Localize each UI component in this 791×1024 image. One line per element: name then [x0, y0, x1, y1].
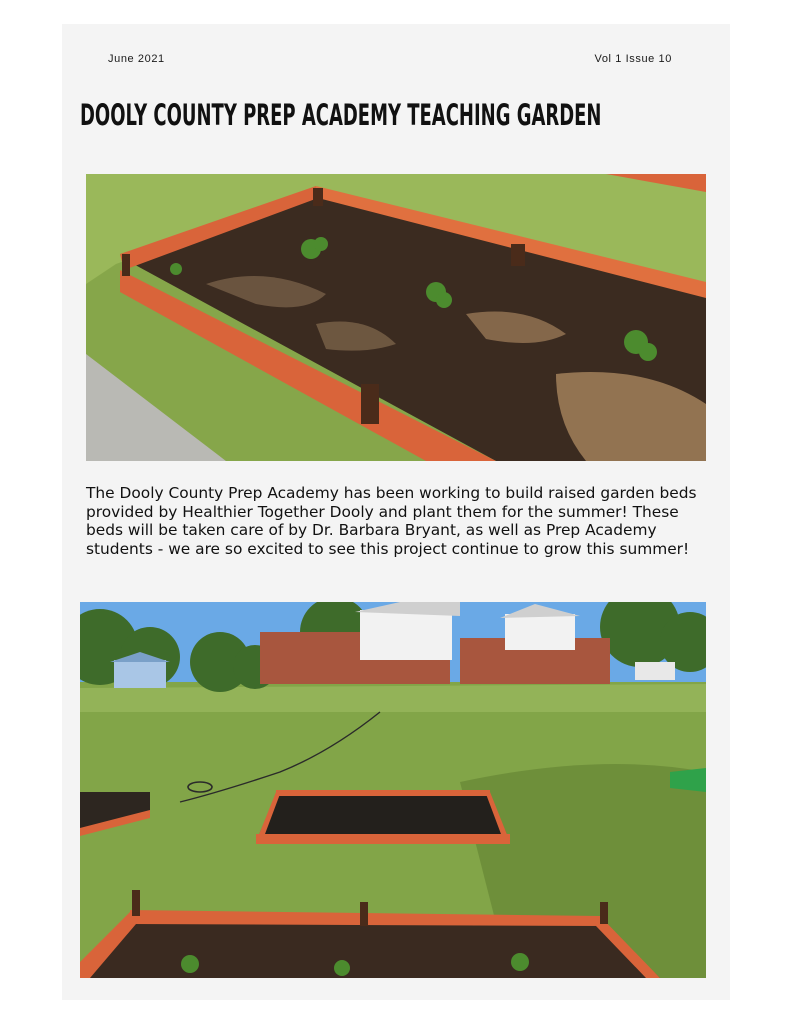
- newsletter-title: DOOLY COUNTY PREP ACADEMY TEACHING GARDEN: [80, 98, 602, 132]
- volume-issue: Vol 1 Issue 10: [594, 53, 672, 65]
- garden-bed-closeup-photo: [86, 174, 706, 461]
- article-body: The Dooly County Prep Academy has been working to build raised garden beds provided by Healthier Together Dooly and plant them for the summer! These beds will be taken care of by Dr. Barbara Bryant, as well as Prep Academy students - we are so excited to see this project continue to grow this summer!: [86, 484, 697, 558]
- newsletter-page: [62, 24, 730, 1000]
- issue-date: June 2021: [108, 53, 165, 65]
- school-grounds-garden-photo: [80, 602, 706, 978]
